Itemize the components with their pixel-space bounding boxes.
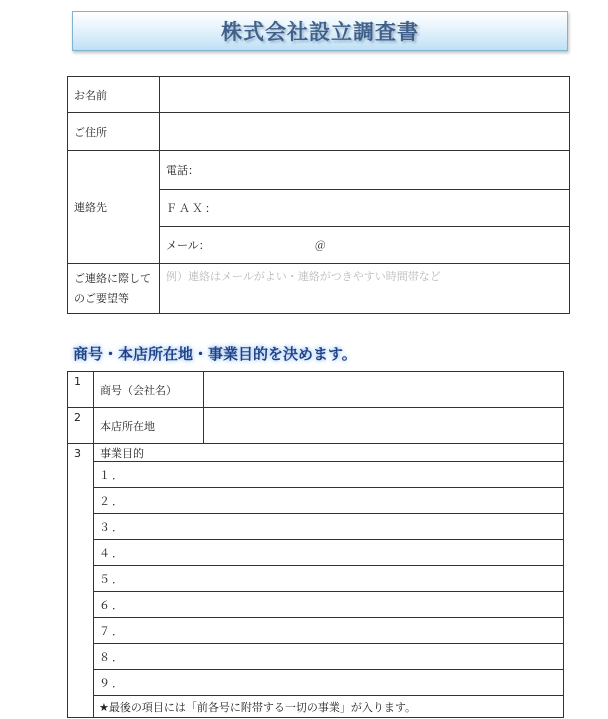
request-label-line1: ご連絡に際して [74, 271, 151, 285]
business-purpose-label: 事業目的 [94, 444, 564, 462]
document-title-box [72, 11, 568, 51]
trade-name-label: 商号（会社名） [94, 372, 204, 408]
purpose-note: ★最後の項目には「前各号に附帯する一切の事業」が入ります。 [94, 696, 564, 718]
purpose-item-1[interactable]: １． [94, 462, 564, 488]
section-heading: 商号・本店所在地・事業目的を決めます。 [73, 345, 357, 363]
fax-field[interactable] [160, 190, 570, 227]
request-label [68, 264, 160, 314]
phone-field[interactable] [160, 151, 570, 190]
request-field[interactable]: 例）連絡はメールがよい・連絡がつきやすい時間帯など [160, 264, 570, 314]
purpose-item-6[interactable]: ６． [94, 592, 564, 618]
head-office-label: 本店所在地 [94, 408, 204, 444]
phone-label: 電話： [166, 164, 199, 177]
name-field[interactable] [160, 77, 570, 113]
request-label-line2: のご要望等 [74, 291, 129, 305]
applicant-info-table [67, 76, 570, 314]
email-label: メール： [166, 239, 210, 252]
address-label: ご住所 [68, 113, 160, 151]
purpose-item-5[interactable]: ５． [94, 566, 564, 592]
address-field[interactable] [160, 113, 570, 151]
email-field[interactable] [160, 227, 570, 264]
document-title: 株式会社設立調査書 [221, 20, 419, 44]
row-number-3: 3 [68, 444, 94, 718]
name-label: お名前 [68, 77, 160, 113]
purpose-item-2[interactable]: ２． [94, 488, 564, 514]
contact-label: 連絡先 [68, 151, 160, 264]
trade-name-field[interactable] [204, 372, 564, 408]
row-number-2: 2 [68, 408, 94, 444]
purpose-item-4[interactable]: ４． [94, 540, 564, 566]
head-office-field[interactable] [204, 408, 564, 444]
company-info-table [67, 371, 564, 718]
row-number-1: 1 [68, 372, 94, 408]
email-at-sign: ＠ [314, 239, 326, 252]
purpose-item-3[interactable]: ３． [94, 514, 564, 540]
purpose-item-7[interactable]: ７． [94, 618, 564, 644]
purpose-item-8[interactable]: ８． [94, 644, 564, 670]
purpose-item-9[interactable]: ９． [94, 670, 564, 696]
fax-label: ＦＡＸ： [166, 202, 218, 215]
